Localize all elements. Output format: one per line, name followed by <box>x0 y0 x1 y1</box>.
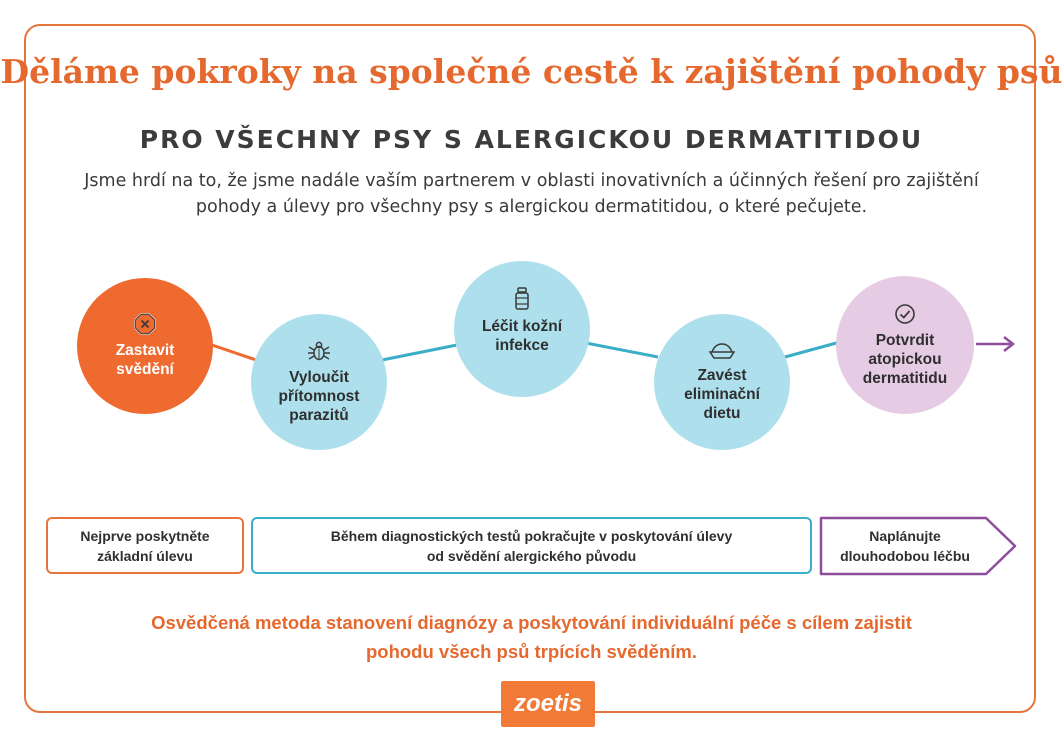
page-title: Děláme pokroky na společné cestě k zajištění pohody psů <box>0 52 1063 91</box>
step-label: Zavést eliminační dietu <box>684 366 760 422</box>
connector-line <box>382 345 457 360</box>
step-confirm-atopic-dermatitis <box>836 276 974 414</box>
step-label: Léčit kožní infekce <box>481 318 563 354</box>
step-label: Vyloučit přítomnost parazitů <box>278 368 360 424</box>
connector-line <box>586 343 658 357</box>
step-treat-skin-infections <box>454 261 590 397</box>
cross-circle-icon <box>134 313 156 335</box>
phase-initial-relief: Nejprve poskytněte základní úlevu <box>46 517 244 574</box>
closing-statement: Osvědčená metoda stanovení diagnózy a poskytování individuální péče s cílem zajistit pohodu všech psů trpících svěděním. <box>151 612 912 662</box>
step-elimination-diet <box>654 314 790 450</box>
check-circle-icon <box>894 303 916 325</box>
step-label: Zastavit svědění <box>115 342 175 378</box>
phase-diagnostic-testing: Během diagnostických testů pokračujte v poskytování úlevy od svědění alergického původu <box>251 517 812 574</box>
phase-long-term-treatment: Naplánujte dlouhodobou léčbu <box>840 527 970 564</box>
intro-line: Jsme hrdí na to, že jsme nadále vaším partnerem v oblasti inovativních a účinných řešení pro zajištění <box>84 171 979 191</box>
step-label: Potvrdit atopickou dermatitidu <box>862 331 948 387</box>
food-bowl-icon <box>709 342 735 360</box>
medicine-bottle-icon <box>512 287 532 311</box>
bug-icon <box>307 340 331 362</box>
intro-line: pohody a úlevy pro všechny psy s alergickou dermatitidou, o které pečujete. <box>195 197 868 217</box>
connector-line <box>785 342 840 357</box>
step-stop-itching <box>77 278 213 414</box>
page-subtitle: PRO VŠECHNY PSY S ALERGICKOU DERMATITIDOU <box>139 125 924 154</box>
zoetis-logo: zoetis <box>501 681 595 727</box>
step-rule-out-parasites <box>251 314 387 450</box>
